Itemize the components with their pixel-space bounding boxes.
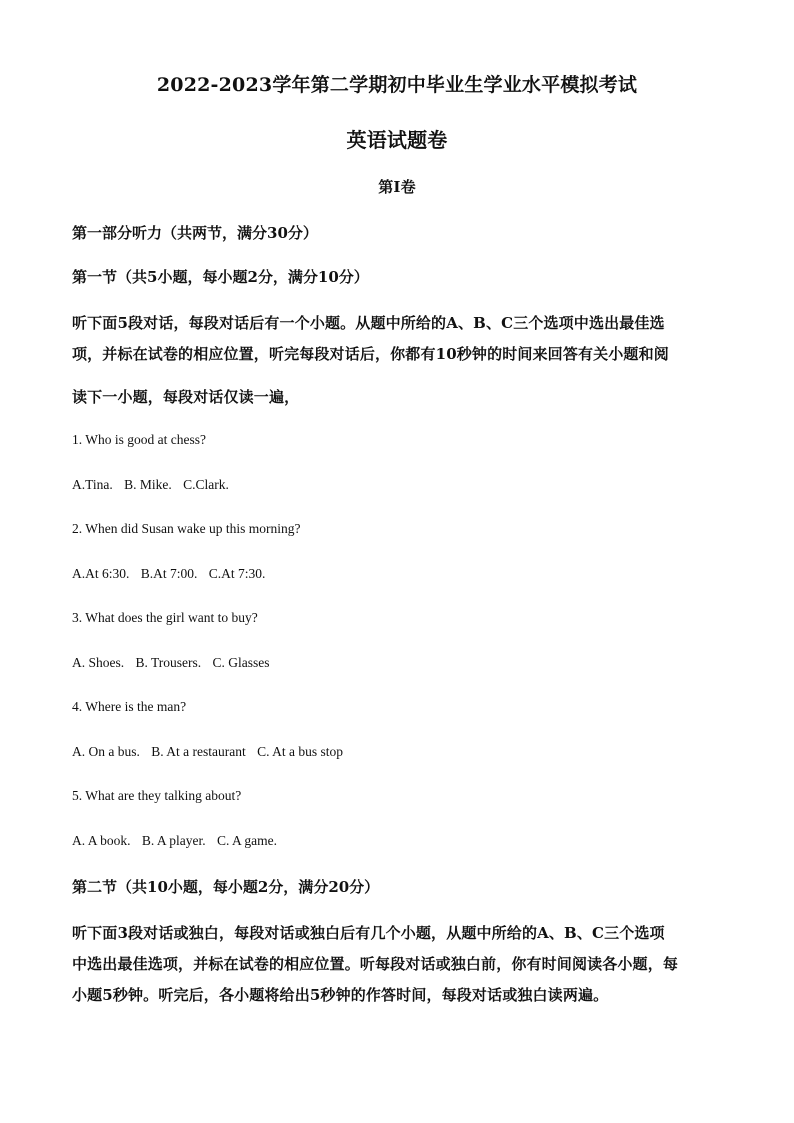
section2-heading: 第二节（共10小题，每小题2分，满分20分） bbox=[72, 878, 380, 896]
option-a: A. Shoes. bbox=[72, 655, 125, 670]
section1-heading: 第一节（共5小题，每小题2分，满分10分） bbox=[72, 268, 369, 286]
part1-heading: 第一部分听力（共两节，满分30分） bbox=[72, 224, 318, 242]
question-options bbox=[72, 744, 732, 760]
section1-instruction-line: 读下一小题，每段对话仅读一遍， bbox=[72, 388, 300, 406]
option-c: C. Glasses bbox=[212, 655, 270, 670]
option-c: C. At a bus stop bbox=[257, 744, 343, 759]
question-stem: 1. Who is good at chess? bbox=[72, 432, 206, 447]
question-options bbox=[72, 566, 732, 582]
option-a: A. On a bus. bbox=[72, 744, 140, 759]
volume-label: 第I卷 bbox=[378, 178, 416, 196]
question-options bbox=[72, 477, 732, 493]
question-options bbox=[72, 655, 732, 671]
option-b: B. A player. bbox=[141, 833, 206, 848]
section1-instruction-line: 项，并标在试卷的相应位置，听完每段对话后，你都有10秒钟的时间来回答有关小题和阅 bbox=[72, 345, 669, 363]
exam-title: 2022-2023学年第二学期初中毕业生学业水平模拟考试 bbox=[156, 74, 638, 96]
option-b: B. Mike. bbox=[124, 477, 172, 492]
option-b: B.At 7:00. bbox=[140, 566, 198, 581]
section2-instruction-line: 小题5秒钟。听完后，各小题将给出5秒钟的作答时间，每段对话或独白读两遍。 bbox=[72, 986, 609, 1004]
option-a: A. A book. bbox=[72, 833, 131, 848]
option-a: A.Tina. bbox=[72, 477, 113, 492]
question-stem: 3. What does the girl want to buy? bbox=[72, 610, 258, 625]
exam-subtitle: 英语试题卷 bbox=[346, 128, 448, 152]
question-stem: 5. What are they talking about? bbox=[72, 788, 242, 803]
section2-instruction-line: 听下面3段对话或独白，每段对话或独白后有几个小题，从题中所给的A、B、C三个选项 bbox=[72, 924, 665, 942]
option-c: C. A game. bbox=[217, 833, 278, 848]
section2-instruction-line: 中选出最佳选项，并标在试卷的相应位置。听每段对话或独白前，你有时间阅读各小题，每 bbox=[72, 955, 679, 973]
option-c: C.Clark. bbox=[183, 477, 229, 492]
option-c: C.At 7:30. bbox=[208, 566, 266, 581]
question-stem: 2. When did Susan wake up this morning? bbox=[72, 521, 301, 536]
option-b: B. Trousers. bbox=[135, 655, 202, 670]
question-options bbox=[72, 833, 732, 849]
option-b: B. At a restaurant bbox=[151, 744, 246, 759]
option-a: A.At 6:30. bbox=[72, 566, 130, 581]
section1-instruction-line: 听下面5段对话，每段对话后有一个小题。从题中所给的A、B、C三个选项中选出最佳选 bbox=[72, 314, 665, 332]
question-stem: 4. Where is the man? bbox=[72, 699, 187, 714]
